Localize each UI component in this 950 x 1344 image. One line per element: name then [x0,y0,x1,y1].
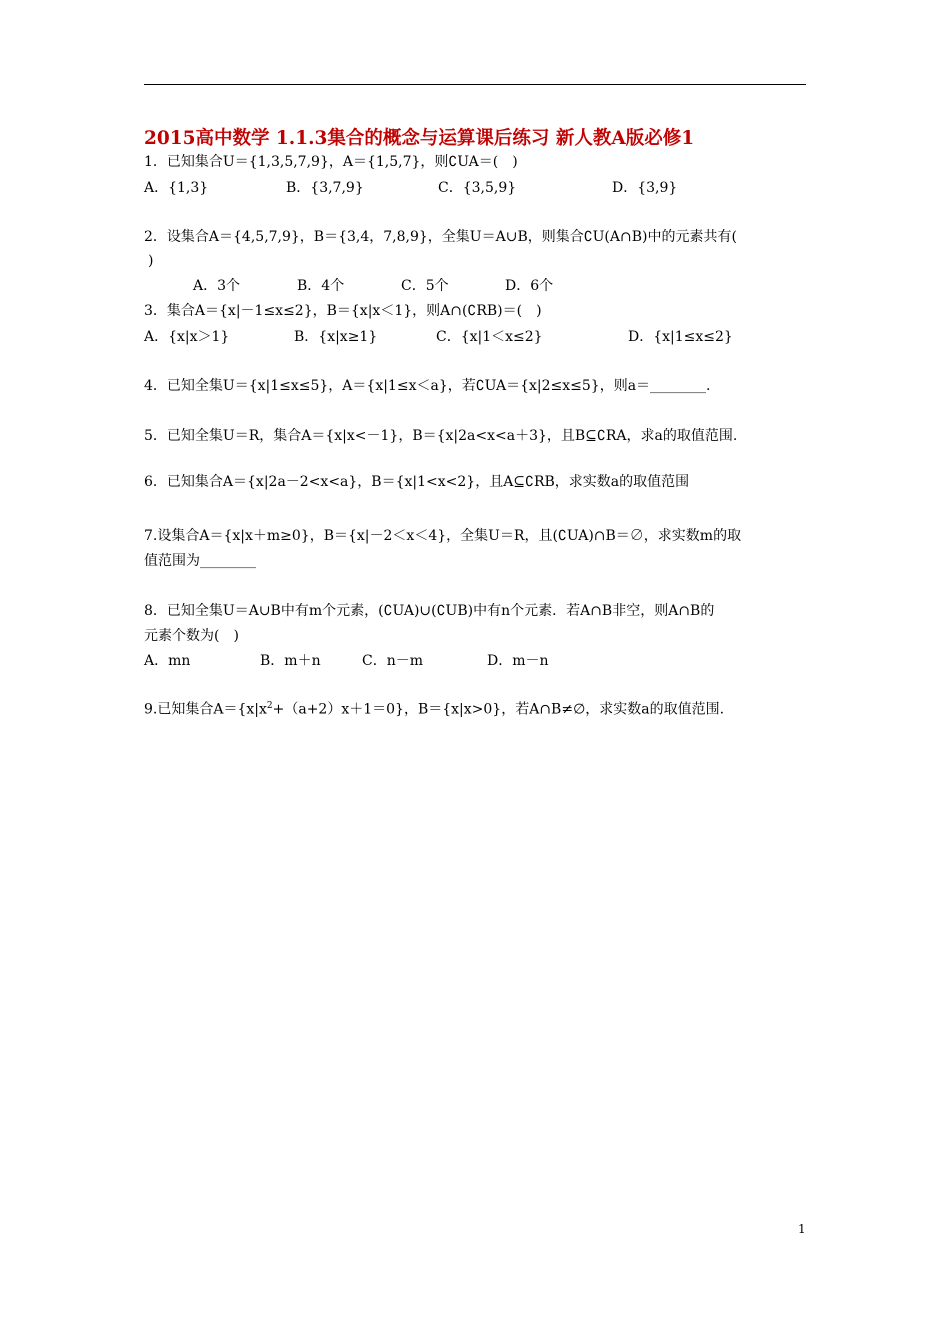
question-8-stem-line2: 元素个数为( ) [144,628,239,644]
question-8-option-c: C．n－m [362,653,424,669]
question-2-option-b: B．4个 [297,278,345,294]
question-3-option-d: D．{x|1≤x≤2} [628,329,733,345]
question-2-option-a: A．3个 [193,278,241,294]
question-1-option-d: D．{3,9} [612,180,678,196]
question-8-stem-line1: 8．已知全集U＝A∪B中有m个元素，(∁UA)∪(∁UB)中有n个元素．若A∩B非空，则A∩B的 [144,603,715,619]
question-2-stem-line2: ) [148,253,154,269]
question-8-option-a: A．mn [144,653,191,669]
question-1-option-a: A．{1,3} [144,180,209,196]
question-2-stem-line1: 2．设集合A＝{4,5,7,9}，B＝{3,4，7,8,9}，全集U＝A∪B，则集合∁U(A∩B)中的元素共有( [144,229,737,245]
question-6-stem: 6．已知集合A＝{x|2a－2<x<a}，B＝{x|1<x<2}，且A⊆∁RB，求实数a的取值范围 [144,474,690,490]
question-7-stem-line2: 值范围为________ [144,553,256,569]
question-9-stem-post: +（a+2）x＋1＝0}，B＝{x|x>0}，若A∩B≠∅，求实数a的取值范围. [272,701,725,718]
question-9-exponent: 2 [266,701,273,711]
question-3-option-c: C．{x|1＜x≤2} [436,329,543,345]
question-1-stem: 1．已知集合U＝{1,3,5,7,9}，A＝{1,5,7}，则∁UA＝( ) [144,154,518,170]
question-8-option-d: D．m－n [487,653,549,669]
header-rule [144,84,806,85]
question-1-option-b: B．{3,7,9} [286,180,364,196]
question-3-option-b: B．{x|x≥1} [294,329,378,345]
question-2-option-c: C．5个 [401,278,449,294]
document-title: 2015高中数学 1.1.3集合的概念与运算课后练习 新人教A版必修1 [144,128,695,149]
question-9-stem-pre: 9.已知集合A＝{x|x [144,701,267,718]
page-number: 1 [798,1222,806,1236]
question-3-option-a: A．{x|x＞1} [144,329,230,345]
question-8-option-b: B．m＋n [260,653,321,669]
question-4-stem: 4．已知全集U＝{x|1≤x≤5}，A＝{x|1≤x＜a}，若∁UA＝{x|2≤x≤5}，则a＝________. [144,378,711,394]
question-7-stem-line1: 7.设集合A＝{x|x＋m≥0}，B＝{x|－2＜x＜4}，全集U＝R，且(∁UA)∩B＝∅，求实数m的取 [144,528,742,544]
question-9-stem [144,697,724,719]
question-2-option-d: D．6个 [505,278,554,294]
question-5-stem: 5．已知全集U＝R，集合A＝{x|x<－1}，B＝{x|2a<x<a＋3}，且B⊆∁RA，求a的取值范围. [144,428,738,444]
question-3-stem: 3．集合A＝{x|－1≤x≤2}，B＝{x|x＜1}，则A∩(∁RB)＝( ) [144,303,542,319]
question-1-option-c: C．{3,5,9} [438,180,517,196]
